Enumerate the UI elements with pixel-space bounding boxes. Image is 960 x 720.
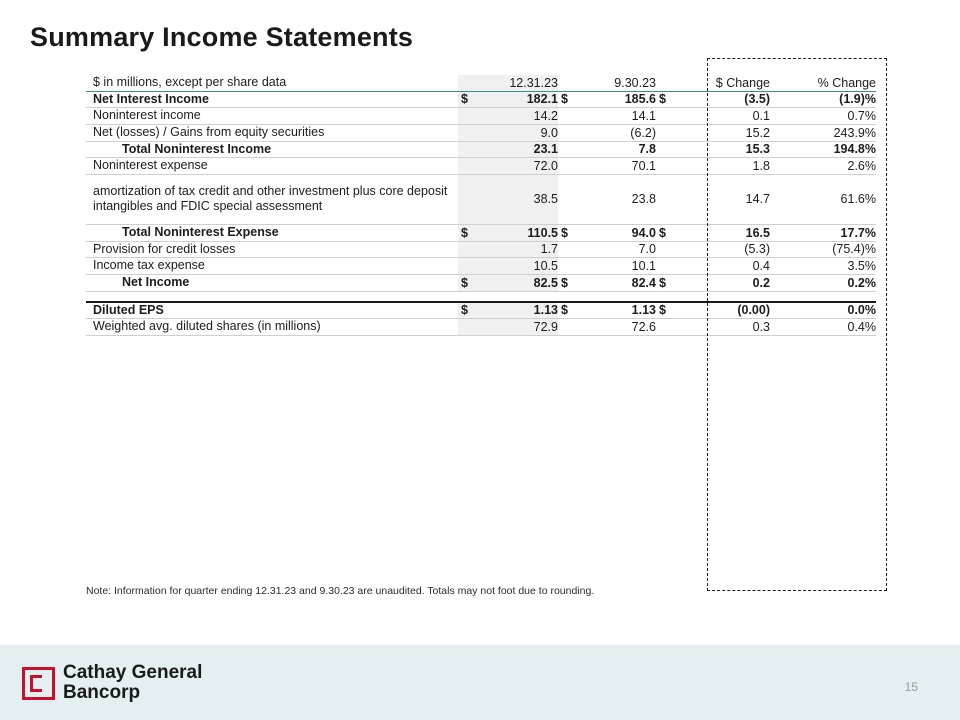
row-currency-1 — [458, 174, 476, 224]
row-value-dollar-change: (0.00) — [672, 302, 770, 319]
row-value-12-31-23: 110.5 — [476, 225, 558, 242]
row-value-dollar-change: 15.3 — [672, 141, 770, 158]
row-value-percent-change: 194.8% — [770, 141, 876, 158]
row-label: Total Noninterest Expense — [86, 225, 458, 242]
row-currency-2: $ — [558, 91, 576, 108]
table-row — [86, 158, 876, 175]
row-currency-1 — [458, 141, 476, 158]
table-gap-cell — [86, 291, 876, 302]
row-value-12-31-23: 72.0 — [476, 158, 558, 175]
row-value-12-31-23: 14.2 — [476, 108, 558, 125]
table-row — [86, 274, 876, 291]
row-currency-2 — [558, 108, 576, 125]
logo-line-2: Bancorp — [63, 682, 141, 704]
row-currency-2: $ — [558, 225, 576, 242]
row-currency-1 — [458, 158, 476, 175]
table-row — [86, 225, 876, 242]
row-currency-3: $ — [656, 274, 672, 291]
row-value-12-31-23: 1.13 — [476, 302, 558, 319]
row-value-percent-change: 17.7% — [770, 225, 876, 242]
header-spacer-3 — [656, 75, 672, 91]
row-value-percent-change: 0.0% — [770, 302, 876, 319]
header-label: $ in millions, except per share data — [86, 75, 458, 91]
row-value-9-30-23: 14.1 — [576, 108, 656, 125]
row-value-percent-change: 0.4% — [770, 319, 876, 336]
row-value-percent-change: 3.5% — [770, 258, 876, 275]
row-value-percent-change: (1.9)% — [770, 91, 876, 108]
row-value-percent-change: 0.7% — [770, 108, 876, 125]
row-currency-2 — [558, 124, 576, 141]
row-value-9-30-23: (6.2) — [576, 124, 656, 141]
row-value-12-31-23: 1.7 — [476, 241, 558, 258]
row-value-9-30-23: 185.6 — [576, 91, 656, 108]
row-label: amortization of tax credit and other investment plus core deposit intangibles and FDIC special assessment — [86, 174, 458, 224]
header-col1: 12.31.23 — [476, 75, 558, 91]
row-value-12-31-23: 182.1 — [476, 91, 558, 108]
row-value-dollar-change: (3.5) — [672, 91, 770, 108]
row-value-9-30-23: 7.8 — [576, 141, 656, 158]
row-label: Net (losses) / Gains from equity securities — [86, 124, 458, 141]
row-value-9-30-23: 10.1 — [576, 258, 656, 275]
row-currency-3: $ — [656, 225, 672, 242]
header-col3: $ Change — [672, 75, 770, 91]
row-label: Weighted avg. diluted shares (in millions) — [86, 319, 458, 336]
row-currency-2 — [558, 158, 576, 175]
row-currency-3 — [656, 158, 672, 175]
table-row — [86, 124, 876, 141]
table-row — [86, 319, 876, 336]
row-currency-1: $ — [458, 225, 476, 242]
row-value-9-30-23: 23.8 — [576, 174, 656, 224]
row-value-dollar-change: (5.3) — [672, 241, 770, 258]
row-value-percent-change: 0.2% — [770, 274, 876, 291]
row-currency-2: $ — [558, 274, 576, 291]
row-value-dollar-change: 16.5 — [672, 225, 770, 242]
row-currency-3 — [656, 124, 672, 141]
row-label: Noninterest income — [86, 108, 458, 125]
row-value-dollar-change: 0.2 — [672, 274, 770, 291]
table-row — [86, 241, 876, 258]
row-value-percent-change: 243.9% — [770, 124, 876, 141]
row-currency-1 — [458, 241, 476, 258]
table-body — [86, 75, 876, 335]
row-value-dollar-change: 15.2 — [672, 124, 770, 141]
page-title: Summary Income Statements — [30, 22, 414, 52]
table-row — [86, 302, 876, 319]
row-label: Net Interest Income — [86, 91, 458, 108]
row-currency-3 — [656, 258, 672, 275]
row-value-12-31-23: 23.1 — [476, 141, 558, 158]
row-currency-3 — [656, 319, 672, 336]
table-row — [86, 258, 876, 275]
row-currency-1 — [458, 258, 476, 275]
income-statement-table-wrap — [86, 75, 876, 336]
row-label: Noninterest expense — [86, 158, 458, 175]
row-currency-2 — [558, 258, 576, 275]
row-value-percent-change: 61.6% — [770, 174, 876, 224]
header-col2: 9.30.23 — [576, 75, 656, 91]
header-spacer-1 — [458, 75, 476, 91]
row-value-9-30-23: 7.0 — [576, 241, 656, 258]
row-value-9-30-23: 70.1 — [576, 158, 656, 175]
row-currency-3 — [656, 241, 672, 258]
logo-text — [63, 663, 202, 703]
row-currency-2 — [558, 319, 576, 336]
row-value-9-30-23: 72.6 — [576, 319, 656, 336]
page-number: 15 — [904, 680, 918, 694]
row-currency-2 — [558, 174, 576, 224]
row-currency-3: $ — [656, 91, 672, 108]
row-currency-1 — [458, 319, 476, 336]
row-value-percent-change: (75.4)% — [770, 241, 876, 258]
row-value-9-30-23: 94.0 — [576, 225, 656, 242]
header-col4: % Change — [770, 75, 876, 91]
row-label: Provision for credit losses — [86, 241, 458, 258]
table-row — [86, 108, 876, 125]
row-currency-3 — [656, 141, 672, 158]
row-value-dollar-change: 0.3 — [672, 319, 770, 336]
table-row — [86, 141, 876, 158]
row-value-dollar-change: 14.7 — [672, 174, 770, 224]
row-value-9-30-23: 82.4 — [576, 274, 656, 291]
footnote: Note: Information for quarter ending 12.31.23 and 9.30.23 are unaudited. Totals may not foot due to rounding. — [86, 585, 595, 597]
row-value-percent-change: 2.6% — [770, 158, 876, 175]
row-value-dollar-change: 0.4 — [672, 258, 770, 275]
row-value-9-30-23: 1.13 — [576, 302, 656, 319]
row-value-dollar-change: 0.1 — [672, 108, 770, 125]
row-label: Income tax expense — [86, 258, 458, 275]
row-currency-1: $ — [458, 302, 476, 319]
row-label: Total Noninterest Income — [86, 141, 458, 158]
row-currency-1 — [458, 108, 476, 125]
row-currency-3 — [656, 108, 672, 125]
row-value-12-31-23: 72.9 — [476, 319, 558, 336]
company-logo — [22, 663, 202, 703]
row-currency-2: $ — [558, 302, 576, 319]
header-spacer-2 — [558, 75, 576, 91]
row-value-dollar-change: 1.8 — [672, 158, 770, 175]
row-currency-3: $ — [656, 302, 672, 319]
income-statement-table — [86, 75, 876, 336]
row-value-12-31-23: 38.5 — [476, 174, 558, 224]
row-label: Net Income — [86, 274, 458, 291]
row-value-12-31-23: 82.5 — [476, 274, 558, 291]
row-currency-2 — [558, 241, 576, 258]
table-header-row — [86, 75, 876, 91]
row-label: Diluted EPS — [86, 302, 458, 319]
cathay-logo-icon — [22, 667, 55, 700]
row-currency-2 — [558, 141, 576, 158]
logo-line-1: Cathay General — [63, 662, 203, 684]
row-value-12-31-23: 9.0 — [476, 124, 558, 141]
table-row — [86, 174, 876, 224]
table-gap-row — [86, 291, 876, 302]
table-row — [86, 91, 876, 108]
row-currency-1: $ — [458, 274, 476, 291]
row-value-12-31-23: 10.5 — [476, 258, 558, 275]
row-currency-1: $ — [458, 91, 476, 108]
row-currency-3 — [656, 174, 672, 224]
row-currency-1 — [458, 124, 476, 141]
